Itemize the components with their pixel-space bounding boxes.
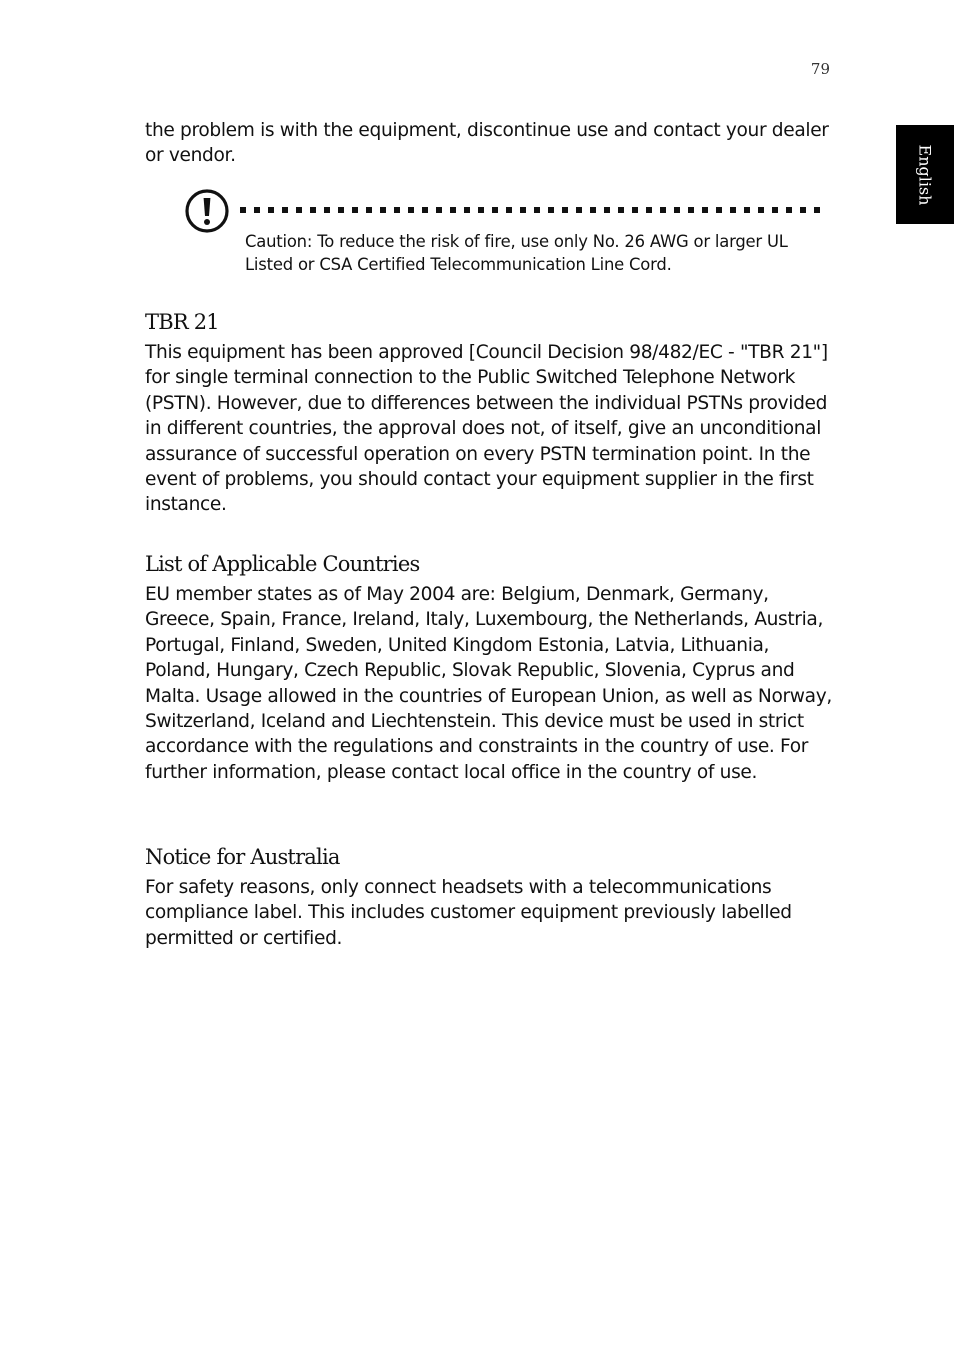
caution-divider xyxy=(240,207,828,213)
section-title-notice-australia: Notice for Australia xyxy=(145,845,340,869)
section-body-notice-australia: For safety reasons, only connect headsets with a telecommunications compliance label. This includes customer equipment previously labelled permitted or certified. xyxy=(145,877,792,949)
section-body-tbr21: This equipment has been approved [Council Decision 98/482/EC - "TBR 21"] for single terminal connection to the Public Switched Telephone Network (PSTN). However, due to differences between the individual PSTNs provided in different countries, the approval does not, of itself, give an unconditional assurance of successful operation on every PSTN termination point. In the event of problems, you should contact your equipment supplier in the first instance. xyxy=(145,342,828,516)
section-title-tbr21: TBR 21 xyxy=(145,310,219,334)
section-title-applicable-countries: List of Applicable Countries xyxy=(145,552,420,576)
page-number: 79 xyxy=(810,60,830,78)
caution-label: Caution: xyxy=(245,232,313,251)
exclamation-circle-icon xyxy=(184,188,230,234)
section-body-applicable-countries: EU member states as of May 2004 are: Belgium, Denmark, Germany, Greece, Spain, France, Ireland, Italy, Luxembourg, the Netherlands, Austria, Portugal, Finland, Sweden, United Kingdom Estonia, Latvia, Lithuania, Poland, Hungary, Czech Republic, Slovak Republic, Slovenia, Cyprus and Malta. Usage allowed in the countries of European Union, as well as Norway, Switzerland, Iceland and Liechtenstein. This device must be used in strict accordance with the regulations and constraints in the country of use. For further information, please contact local office in the country of use. xyxy=(145,584,832,783)
caution-note xyxy=(245,230,835,276)
intro-paragraph: the problem is with the equipment, discontinue use and contact your dealer or vendor. xyxy=(145,120,829,167)
language-tab xyxy=(896,125,954,224)
caution-text: To reduce the risk of fire, use only No. 26 AWG or larger UL Listed or CSA Certified Telecommunication Line Cord. xyxy=(245,232,788,275)
language-tab-label: English xyxy=(915,144,935,205)
